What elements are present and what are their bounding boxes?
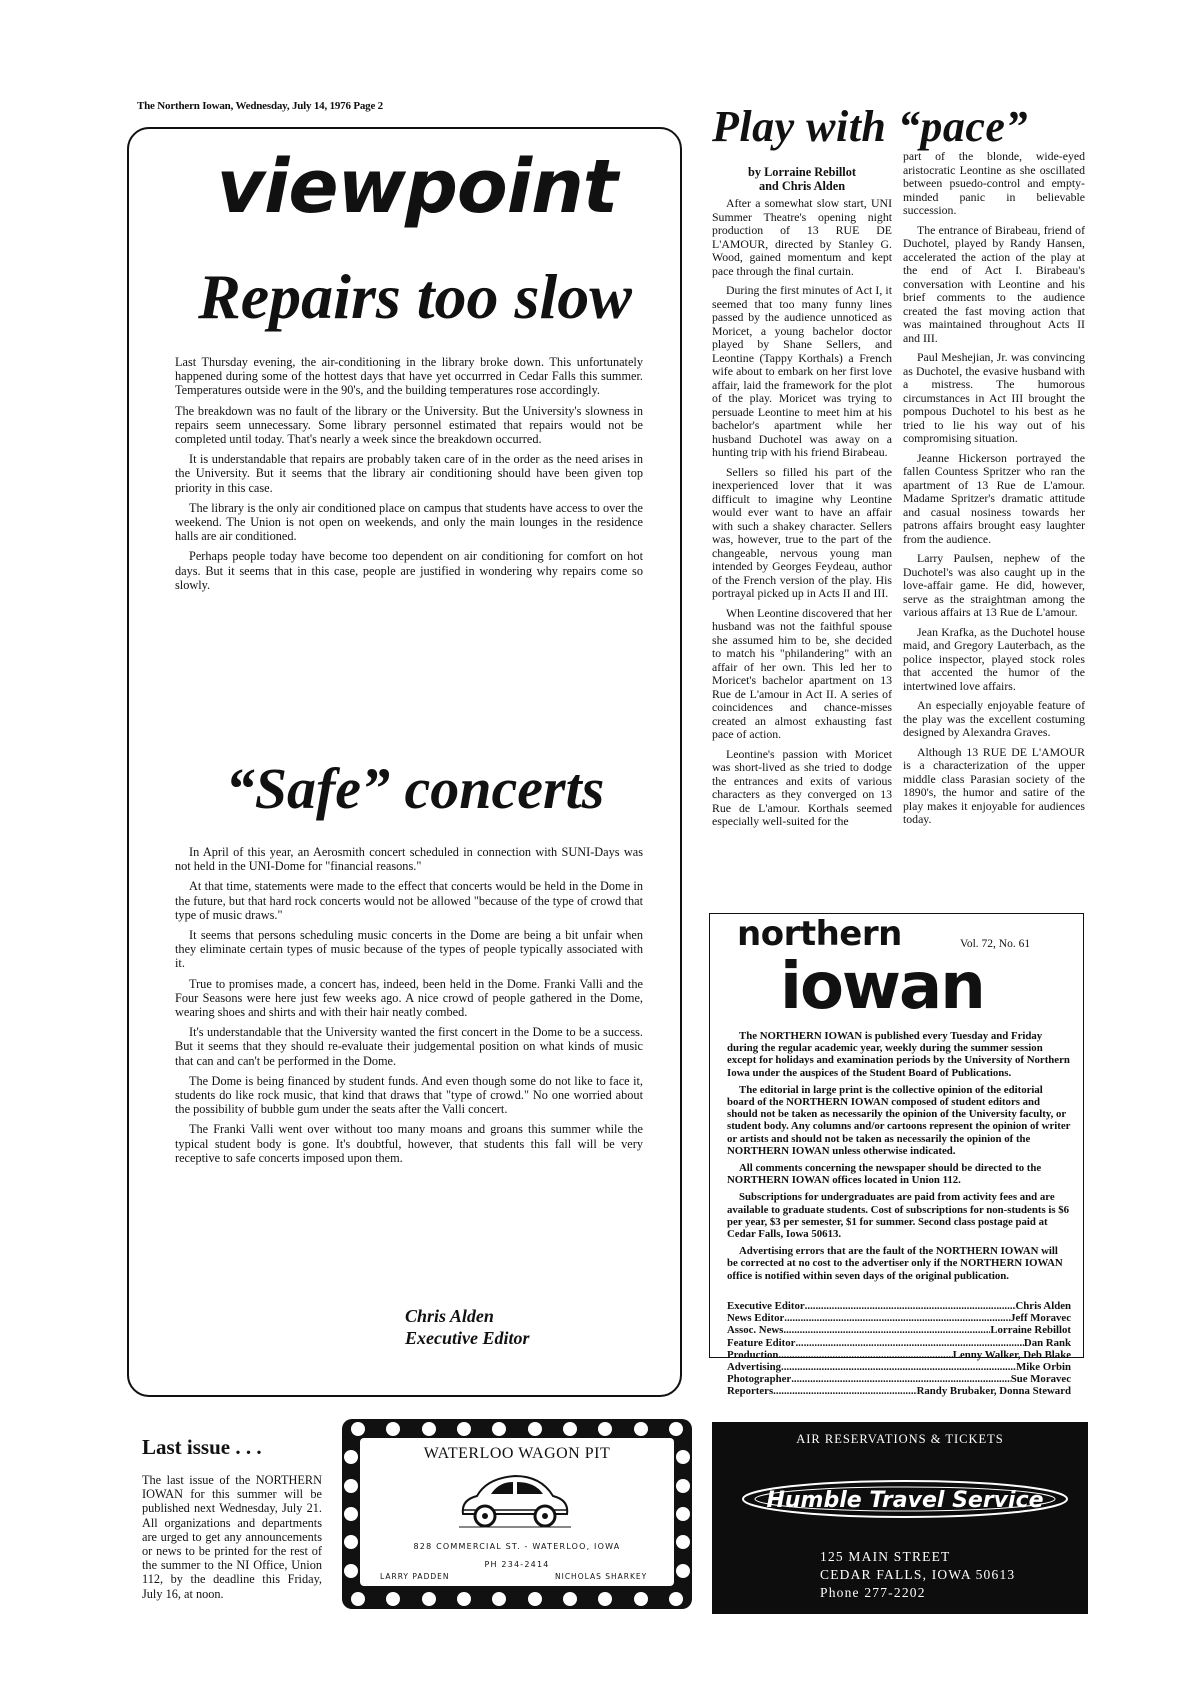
border-bulb: [563, 1422, 577, 1436]
last-issue-headline: Last issue . . .: [142, 1435, 262, 1459]
signature-title: Executive Editor: [405, 1328, 530, 1348]
travel-city: CEDAR FALLS, IOWA 50613: [820, 1567, 1016, 1582]
border-bulb: [351, 1592, 365, 1606]
paragraph: An especially enjoyable feature of the play was the excellent costuming designed by Alexandra Graves.: [903, 698, 1085, 739]
paragraph: In April of this year, an Aerosmith concert scheduled in connection with SUNI-Days was not held in the UNI-Dome for "financial reasons.": [175, 845, 643, 874]
staff-name: Randy Brubaker, Donna Steward: [916, 1385, 1071, 1398]
staff-name: Dan Rank: [1023, 1336, 1071, 1349]
staff-row: [727, 1385, 1071, 1397]
border-bulb: [344, 1507, 358, 1521]
staff-role: Production: [727, 1348, 779, 1361]
paragraph: All comments concerning the newspaper should be directed to the NORTHERN IOWAN offices located in Union 112.: [727, 1162, 1042, 1187]
last-issue-text: The last issue of the NORTHERN IOWAN for this summer will be published next Wednesday, July 21. All organizations and departments are urged to get any announcements or news to be printed for the rest of the summer to the NI Office, Union 112, by the deadline this Friday, July 16, at noon.: [142, 1473, 322, 1601]
paragraph: Subscriptions for undergraduates are paid from activity fees and are available to graduate students. Cost of subscriptions for non-students is $6 per year, $3 per semester, $1 for summer. Second class postage paid at Cedar Falls, Iowa 50613.: [727, 1191, 1070, 1241]
paragraph: Last Thursday evening, the air-conditioning in the library broke down. This unfortunately happened during some of the hottest days that have yet occurrred in Cedar Falls this summer. Temperatures outside were in the 90's, and the building temperatures rose accordingly.: [175, 355, 643, 398]
signature-name: Chris Alden: [405, 1306, 494, 1326]
staff-name: Chris Alden: [1015, 1300, 1071, 1312]
staff-name: Lorraine Rebillot: [990, 1324, 1071, 1337]
staff-row: [727, 1373, 1071, 1385]
viewpoint-section-title: viewpoint: [216, 144, 618, 230]
paragraph: The Franki Valli went over without too many moans and groans this summer while the typical student body is gone. It's doubtful, however, that students this fall will be very receptive to safe concerts imposed upon them.: [175, 1122, 643, 1165]
staff-name: Jeff Moravec: [1010, 1312, 1071, 1325]
masthead-statement: [727, 1030, 1071, 1287]
paragraph: Jean Krafka, as the Duchotel house maid, and Gregory Lauterbach, as the police inspector, played stock roles that accented the humor of the intertwined love affairs.: [903, 624, 1085, 693]
paragraph: Advertising errors that are the fault of the NORTHERN IOWAN will be corrected at no cost to the advertiser only if the NORTHERN IOWAN office is notified within seven days of the original publication.: [727, 1245, 1063, 1282]
travel-logo: [740, 1478, 1070, 1520]
editorial-2-headline: “Safe” concerts: [225, 756, 605, 821]
review-column-2: [903, 150, 1085, 833]
paragraph: part of the blonde, wide-eyed aristocratic Leontine as she oscillated between psuedo-control and empty-minded panic in believable succession.: [903, 149, 1085, 217]
border-bulb: [528, 1422, 542, 1436]
travel-logo-text: Humble Travel Service: [766, 1488, 1044, 1513]
border-bulb: [634, 1592, 648, 1606]
review-headline: Play with “pace”: [712, 102, 1028, 151]
editorial-2-body: [175, 845, 643, 1171]
staff-role: News Editor: [727, 1312, 785, 1325]
paragraph: It is understandable that repairs are probably taken care of in the order as the need arises in the University. But it seems that the library air conditioning should have been given top priority in this case.: [175, 452, 643, 495]
staff-list: [727, 1300, 1071, 1398]
paragraph: Larry Paulsen, nephew of the Duchotel's was also caught up in the love-affair game. He did, however, serve as the straightman among the various affairs at 13 Rue de L'amour.: [903, 551, 1085, 619]
paragraph: At that time, statements were made to the effect that concerts would be held in the Dome in the future, but that hard rock concerts would not be allowed "because of the type of crowd that type of music draws.": [175, 879, 643, 922]
staff-role: Assoc. News: [727, 1324, 784, 1337]
border-bulb: [676, 1479, 690, 1493]
staff-row: [727, 1361, 1071, 1373]
paragraph: True to promises made, a concert has, indeed, been held in the Dome. Franki Valli and the Four Seasons were here just few weeks ago. A nice crowd of people gathered in the Dome, wearing shoes and shirts and with their hair neatly combed.: [175, 976, 643, 1020]
wagon-pit-owner-2: NICHOLAS SHARKEY: [555, 1572, 648, 1581]
paragraph: Leontine's passion with Moricet was short-lived as she tried to dodge the entrances and exits of various characters as they converged on 13 Rue de L'amour. Korthals seemed especially well-suited for the: [712, 746, 892, 828]
border-bulb: [528, 1592, 542, 1606]
paragraph: Perhaps people today have become too dependent on air conditioning for comfort on hot days. But it seems that in this case, people are justified in wondering why repairs come so slowly.: [175, 549, 643, 592]
travel-ad-address: [820, 1548, 1015, 1602]
wagon-pit-title: WATERLOO WAGON PIT: [423, 1445, 611, 1462]
review-column-1-text: [712, 197, 892, 829]
editor-signature: [405, 1305, 645, 1349]
wagon-pit-owner-1: LARRY PADDEN: [380, 1572, 450, 1581]
masthead-volume: Vol. 72, No. 61: [960, 938, 1031, 950]
review-byline: [712, 165, 892, 193]
staff-role: Reporters: [727, 1385, 774, 1398]
staff-role: Photographer: [727, 1373, 792, 1386]
paragraph: Paul Meshejian, Jr. was convincing as Duchotel, the evasive husband with a mistress. The humorous circumstances in Act III brought the pompous Duchotel to his best as he tried to lie his way out of his compromising situation.: [903, 350, 1085, 445]
staff-role: Executive Editor: [727, 1300, 805, 1312]
editorial-1-headline: Repairs too slow: [198, 261, 632, 332]
paragraph: Sellers so filled his part of the inexperienced lover that it was difficult to imagine why Leontine would ever want to have an affair with such a shakey character. Sellers was, however, true to the part of the changeable, nervous young man intended by Georges Feydeau, author of the French version of the play. His portrayal picked up in Acts II and III.: [712, 464, 892, 600]
staff-row: [727, 1300, 1071, 1312]
staff-row: [727, 1337, 1071, 1349]
staff-role: Feature Editor: [727, 1336, 796, 1349]
border-bulb: [457, 1422, 471, 1436]
travel-phone: Phone 277-2202: [820, 1585, 926, 1600]
paragraph: The entrance of Birabeau, friend of Duchotel, played by Randy Hansen, accelerated the action of the play at the end of Act I. Birabeau's conversation with Leontine and his brief comments to the audience created the fast moving action that was maintained throughout Acts II and III.: [903, 222, 1085, 345]
masthead-name-northern: northern: [737, 914, 902, 954]
staff-role: Advertising: [727, 1361, 781, 1374]
paragraph: During the first minutes of Act I, it seemed that too many funny lines passed by the audience unnoticed as Moricet, a young bachelor doctor played by Shane Sellers, and Leontine (Tappy Korthals) a French wife about to embark on her first love affair, laid the framework for the plot of the play. Moricet was trying to persuade Leontine to meet him at his bachelor's apartment while her husband Duchotel was away on a hunting trip with his friend Birabeau.: [712, 283, 892, 459]
paragraph: Although 13 RUE DE L'AMOUR is a characterization of the upper middle class Parasian society of the 1890's, the humor and satire of the play makes it enjoyable for audiences today.: [903, 744, 1085, 826]
editorial-1-body: [175, 355, 643, 598]
border-bulb: [344, 1479, 358, 1493]
travel-ad-top-line: AIR RESERVATIONS & TICKETS: [796, 1432, 1004, 1446]
paragraph: It's understandable that the University wanted the first concert in the Dome to be a success. But it seems that they should re-evaluate their judgemental position on what kinds of music that can and can't be performed in the Dome.: [175, 1025, 643, 1068]
staff-name: Mike Orbin: [1016, 1361, 1071, 1374]
border-bulb: [344, 1564, 358, 1578]
border-bulb: [457, 1592, 471, 1606]
border-bulb: [422, 1422, 436, 1436]
paragraph: Jeanne Hickerson portrayed the fallen Countess Spritzer who ran the apartment of 13 Rue de L'amour. Madame Spritzer's dramatic attitude and casual nosiness towards her patrons affairs brought easy laughter from the audience.: [903, 450, 1085, 546]
paragraph: The breakdown was no fault of the library or the University. But the University's slowness in repairs seem unnecessary. Some library personnel estimated that repairs would not be completed until today. That's nearly a week since the breakdown occurred.: [175, 403, 643, 447]
staff-row: [727, 1312, 1071, 1324]
travel-street: 125 MAIN STREET: [820, 1549, 951, 1564]
paragraph: The NORTHERN IOWAN is published every Tuesday and Friday during the regular academic year, weekly during the summer session except for holidays and examination periods by the University of Northern Iowa under the auspices of the Student Board of Publications.: [727, 1030, 1070, 1079]
border-bulb: [563, 1592, 577, 1606]
wagon-pit-phone: PH 234-2414: [484, 1560, 550, 1569]
staff-row: [727, 1324, 1071, 1336]
staff-name: Lenny Walker, Deb Blake: [952, 1348, 1071, 1361]
masthead-name-iowan: iowan: [780, 950, 984, 1024]
border-bulb: [634, 1422, 648, 1436]
volkswagen-beetle-icon: [455, 1470, 575, 1532]
paragraph: When Leontine discovered that her husband was not the faithful spouse she assumed him to be, she decided to match his "philandering" with an affair of her own. This led her to Moricet's bachelor apartment on 13 Rue de L'amour in Act II. A series of coincidences and chance-misses created an almost exhausting fast pace of action.: [712, 605, 892, 741]
paragraph: The editorial in large print is the collective opinion of the editorial board of the NORTHERN IOWAN composed of student editors and should not be taken as necessarily the opinion of the University faculty, or student body. Any columns and/or cartoons represent the opinion of writer or artists and should not be taken as necessarily the opinion of the NORTHERN IOWAN unless otherwise indicated.: [727, 1083, 1071, 1157]
border-bulb: [422, 1592, 436, 1606]
paragraph: The Dome is being financed by student funds. And even though some do not like to face it, students do like rock music, that kind that draws that "type of crowd." No one worried about the possibility of bubble gum under the seats after the Valli concert.: [175, 1073, 643, 1117]
paragraph: It seems that persons scheduling music concerts in the Dome are being a bit unfair when they eliminate certain types of music because of the types of people typically associated with it.: [175, 928, 643, 971]
staff-row: [727, 1349, 1071, 1361]
paragraph: After a somewhat slow start, UNI Summer Theatre's opening night production of 13 RUE DE L'AMOUR, directed by Stanley G. Wood, gained momentum and kept pace through the final curtain.: [712, 196, 892, 278]
border-bulb: [351, 1422, 365, 1436]
border-bulb: [669, 1592, 683, 1606]
byline-line-1: by Lorraine Rebillot: [748, 165, 856, 179]
border-bulb: [676, 1564, 690, 1578]
wagon-pit-address: 828 COMMERCIAL ST. - WATERLOO, IOWA: [413, 1542, 621, 1551]
border-bulb: [669, 1422, 683, 1436]
review-column-2-text: [903, 150, 1085, 827]
paragraph: The library is the only air conditioned place on campus that students have access to over the weekend. The Union is not open on weekends, and only the main lounges in the residence halls are air conditioned.: [175, 500, 643, 544]
border-bulb: [676, 1507, 690, 1521]
review-column-1: [712, 165, 892, 835]
staff-name: Sue Moravec: [1010, 1373, 1071, 1386]
page-folio: The Northern Iowan, Wednesday, July 14, 1976 Page 2: [137, 100, 383, 112]
byline-line-2: and Chris Alden: [758, 179, 846, 193]
